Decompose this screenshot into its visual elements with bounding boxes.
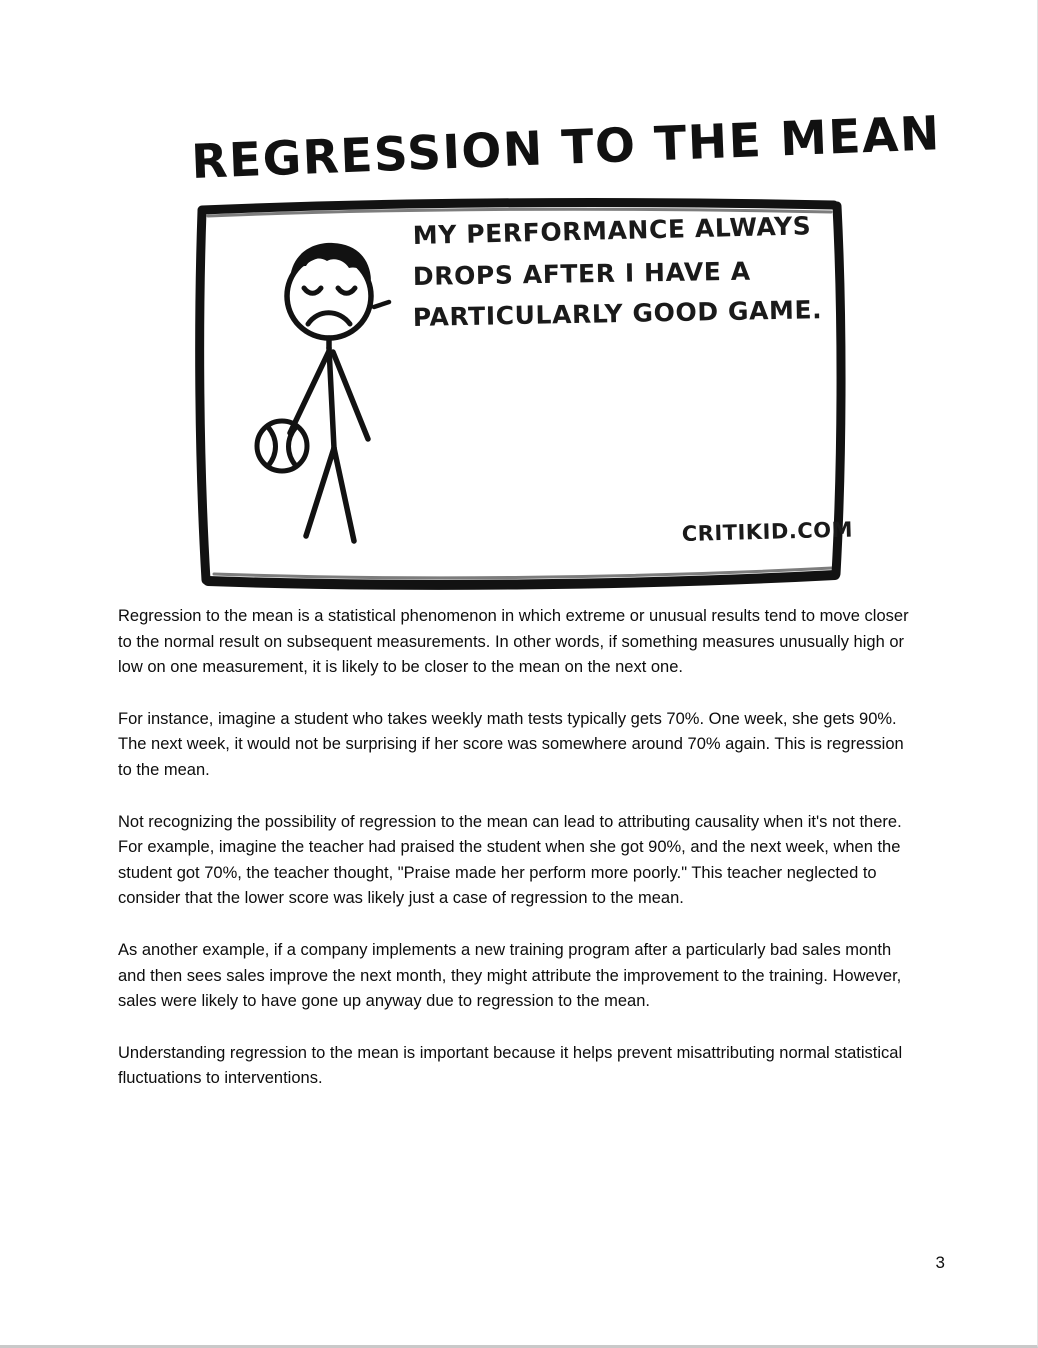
paragraph-5: Understanding regression to the mean is important because it helps prevent misattributing normal statistical fluctuations to interventions. — [118, 1043, 903, 1088]
paragraph-4: As another example, if a company implements a new training program after a particularly bad sales month and then sees sales improve the next month, they might attribute the improvement to the training. However, sales were likely to have gone up anyway due to regression to the mean. — [118, 940, 902, 1011]
comic-title — [186, 106, 942, 198]
speech-line-2: DROPS AFTER I HAVE A — [412, 256, 751, 291]
stick-figure — [287, 243, 389, 541]
figure-frown — [308, 313, 350, 324]
figure-eye-left — [304, 288, 321, 293]
speech-line-3: PARTICULARLY GOOD GAME. — [412, 295, 823, 332]
figure-ear — [374, 302, 389, 307]
speech-line-1: MY PERFORMANCE ALWAYS — [412, 211, 812, 250]
paragraph-2: For instance, imagine a student who takes weekly math tests typically gets 70%. One week, she gets 90%. The next week, it would not be surprising if her score was somewhere around 70% again. This is regression to the mean. — [118, 709, 904, 779]
figure-hair — [290, 243, 371, 280]
critikid-watermark: CRITIKID.COM — [681, 517, 854, 546]
figure-eye-right — [338, 288, 355, 293]
figure-leg-left — [306, 448, 334, 536]
figure-torso — [329, 348, 334, 448]
figure-leg-right — [334, 448, 354, 541]
baseball-icon — [257, 421, 307, 471]
article-body — [118, 604, 918, 1092]
comic-illustration — [186, 106, 942, 590]
figure-arm-left — [290, 351, 329, 433]
comic-panel — [186, 196, 854, 590]
paragraph-1: Regression to the mean is a statistical phenomenon in which extreme or unusual results tend to move closer to the normal result on subsequent measurements. In other words, if something measures unusually high or low on one measurement, it is likely to be closer to the mean on the next one. — [118, 607, 909, 677]
paragraph-3: Not recognizing the possibility of regression to the mean can lead to attributing causality when it's not there. For example, imagine the teacher had praised the student when she got 90%, and the next week, when the student got 70%, the teacher thought, "Praise made her perform more poorly." This teacher neglected to consider that the lower score was likely just a case of regression to the mean. — [118, 812, 902, 908]
speech-text — [412, 211, 822, 332]
page-number: 3 — [935, 1253, 945, 1272]
figure-arm-right — [333, 352, 368, 439]
comic-title-text: REGRESSION TO THE MEAN — [190, 106, 942, 190]
